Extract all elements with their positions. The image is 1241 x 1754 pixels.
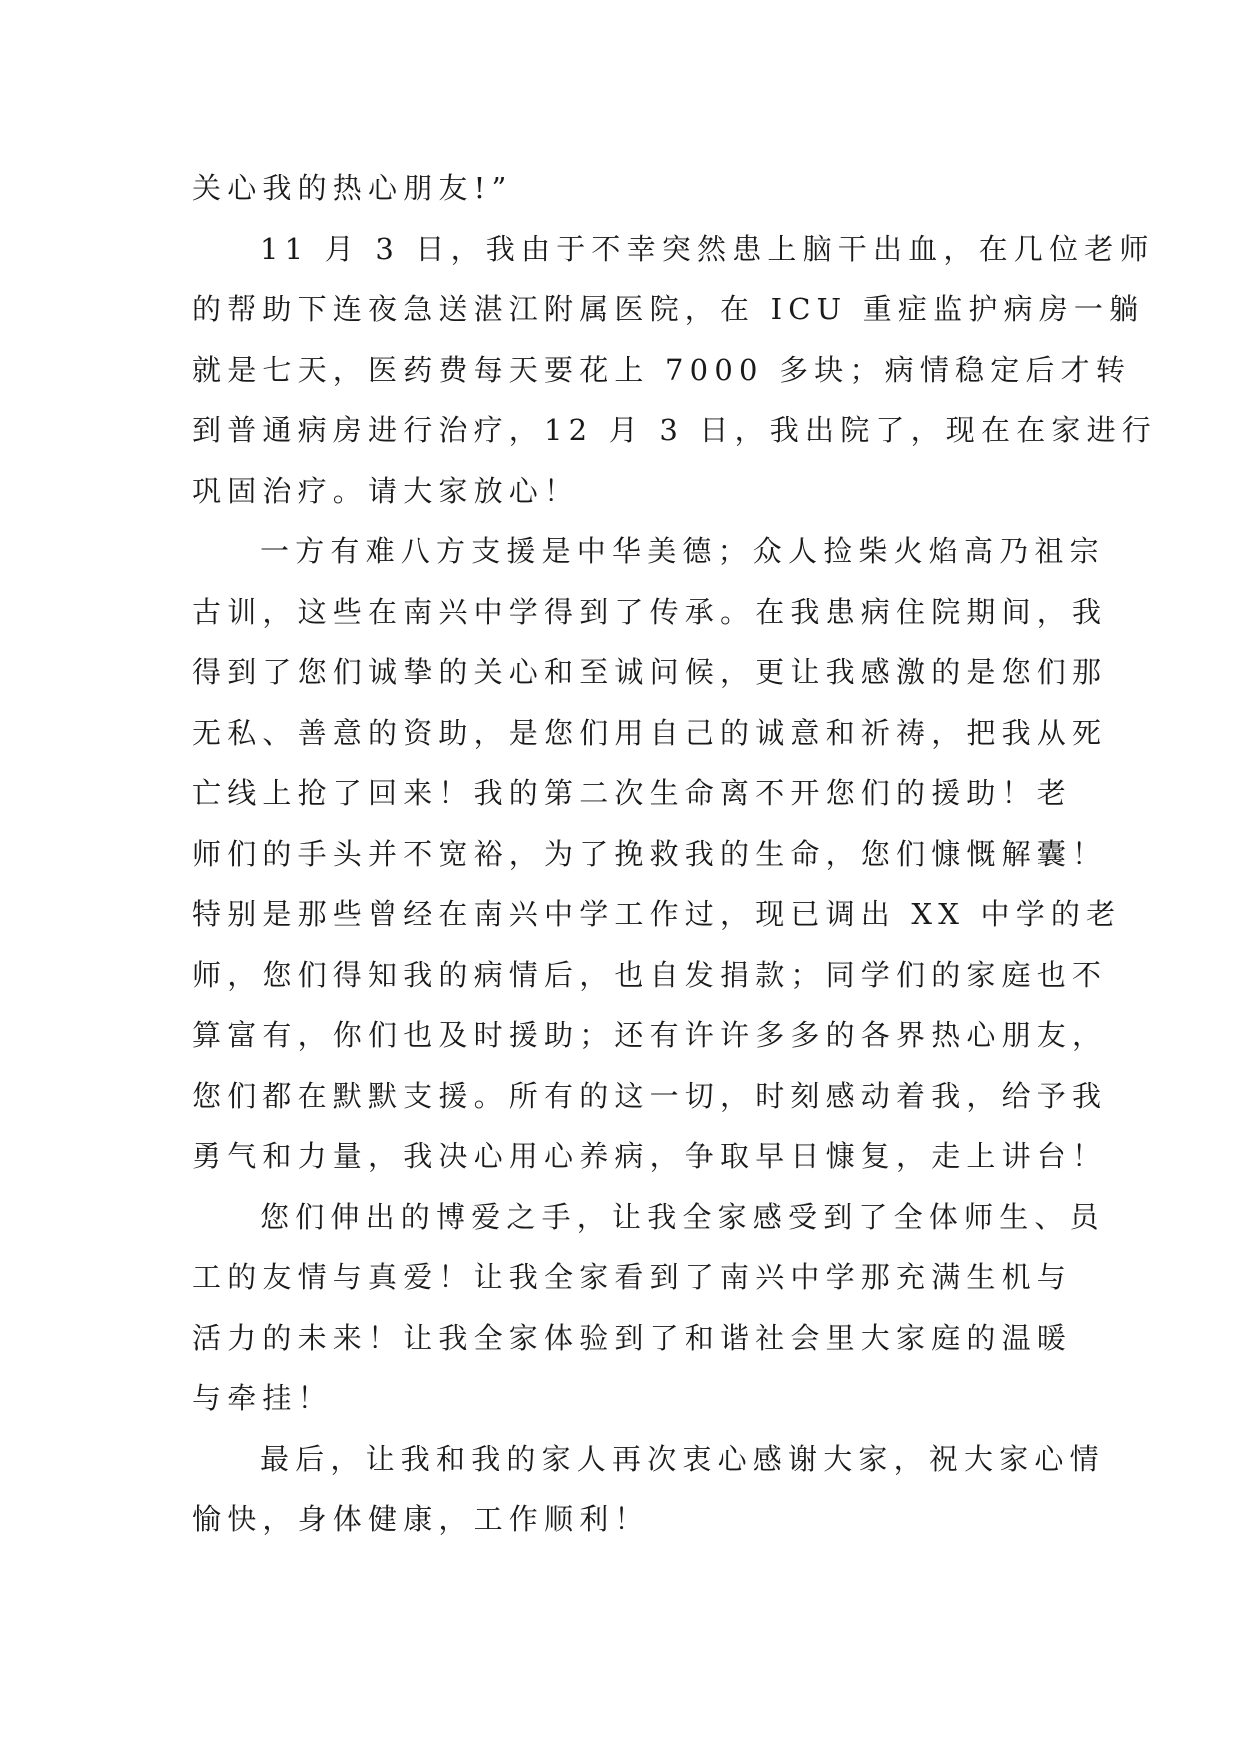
text-line: 就是七天，医药费每天要花上 7000 多块；病情稳定后才转	[192, 352, 1132, 387]
text-line: 无私、善意的资助，是您们用自己的诚意和祈祷，把我从死	[192, 715, 1108, 750]
text-line: 得到了您们诚挚的关心和至诚问候，更让我感激的是您们那	[192, 655, 1108, 689]
text-line: 特别是那些曾经在南兴中学工作过，现已调出 XX 中学的老	[192, 897, 1122, 931]
text-line: 一方有难八方支援是中华美德；众人捡柴火焰高乃祖宗	[260, 534, 1105, 568]
text-line: 工的友情与真爱！让我全家看到了南兴中学那充满生机与	[192, 1260, 1073, 1294]
text-line: 最后，让我和我的家人再次衷心感谢大家，祝大家心情	[260, 1441, 1105, 1476]
text-line: 亡线上抢了回来！我的第二次生命离不开您们的援助！老	[192, 776, 1073, 810]
text-line: 11 月 3 日，我由于不幸突然患上脑干出血，在几位老师	[260, 231, 1155, 266]
text-line: 与牵挂！	[192, 1381, 333, 1415]
text-line: 的帮助下连夜急送湛江附属医院，在 ICU 重症监护病房一躺	[192, 292, 1145, 326]
text-line: 巩固治疗。请大家放心！	[192, 473, 580, 508]
text-line: 到普通病房进行治疗，12 月 3 日，我出院了，现在在家进行	[192, 413, 1158, 447]
text-line: 勇气和力量，我决心用心养病，争取早日慷复，走上讲台！	[192, 1139, 1108, 1173]
text-line: 算富有，你们也及时援助；还有许许多多的各界热心朋友，	[192, 1018, 1108, 1052]
text-line: 师，您们得知我的病情后，也自发捐款；同学们的家庭也不	[192, 957, 1108, 992]
text-line: 师们的手头并不宽裕，为了挽救我的生命，您们慷慨解囊！	[192, 836, 1108, 871]
text-line: 愉快，身体健康，工作顺利！	[192, 1502, 650, 1536]
text-line: 您们都在默默支援。所有的这一切，时刻感动着我，给予我	[192, 1078, 1108, 1113]
text-line: 活力的未来！让我全家体验到了和谐社会里大家庭的温暖	[192, 1320, 1073, 1355]
text-line: 古训，这些在南兴中学得到了传承。在我患病住院期间，我	[192, 594, 1108, 629]
text-line: 关心我的热心朋友!”	[192, 171, 513, 205]
letter-body	[192, 158, 1158, 1550]
text-line: 您们伸出的博爱之手，让我全家感受到了全体师生、员	[260, 1199, 1105, 1234]
